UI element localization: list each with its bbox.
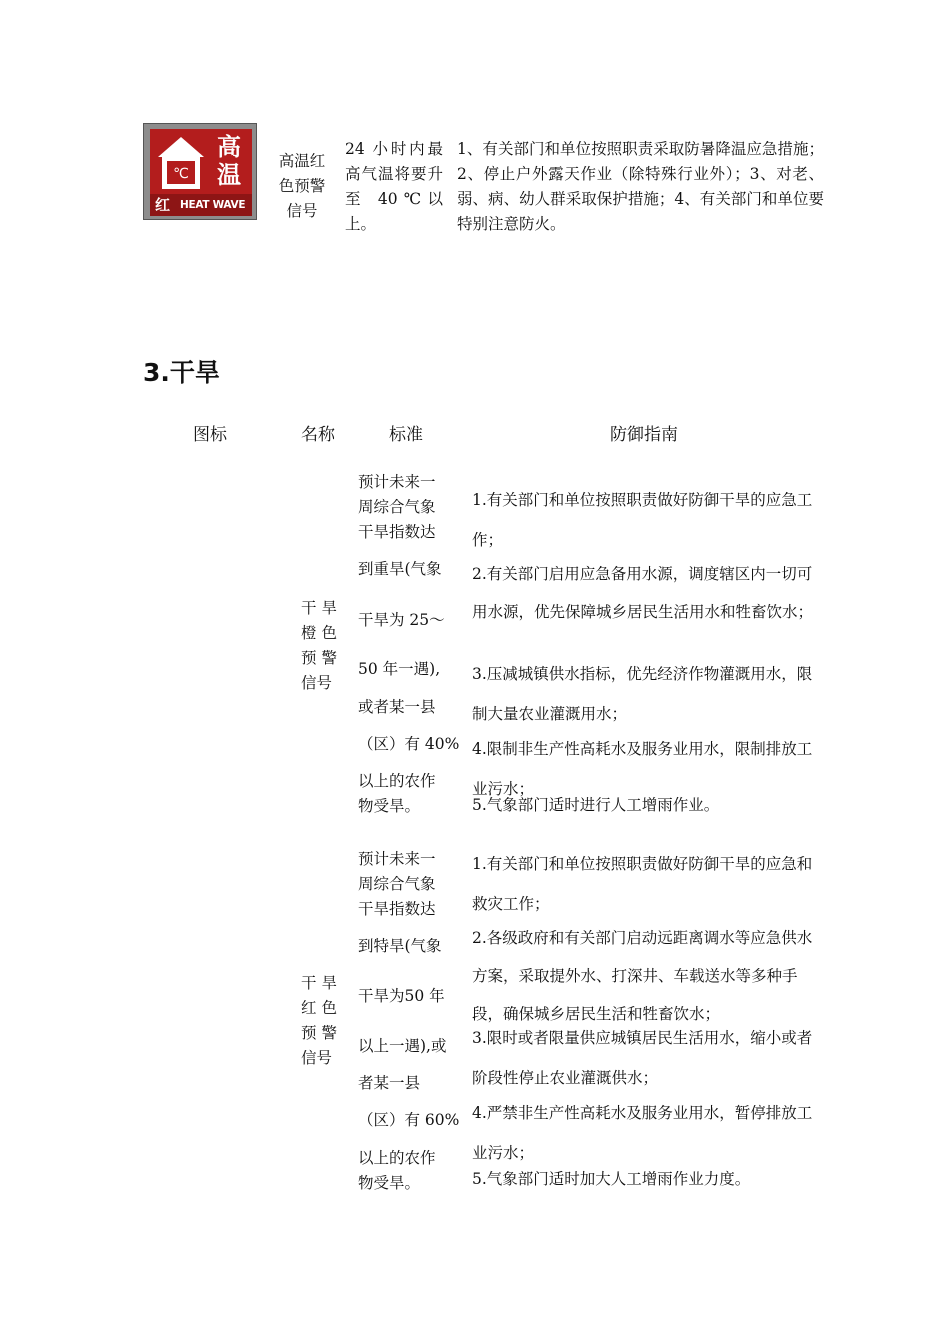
drought-red-guide-item: 1.有关部门和单位按照职责做好防御干旱的应急和救灾工作；: [472, 855, 813, 913]
drought-red-standard-line: 干旱为50 年: [358, 987, 445, 1005]
section-heading: 3.干旱: [143, 358, 220, 387]
drought-orange-standard-line: 干旱为 25～: [358, 611, 445, 629]
header-icon: 图标: [193, 425, 227, 445]
drought-orange-standard-line: 或者某一县: [358, 698, 436, 716]
drought-orange-standard-line: 周综合气象: [358, 498, 436, 516]
header-standard: 标准: [389, 425, 423, 445]
drought-orange-guide-item: 1.有关部门和单位按照职责做好防御干旱的应急工作；: [472, 491, 813, 549]
drought-red-standard-line: （区）有 60%: [358, 1111, 460, 1129]
drought-orange-standard-line: 干旱指数达: [358, 523, 436, 541]
drought-orange-standard-line: （区）有 40%: [358, 735, 460, 753]
drought-red-standard-line: 到特旱(气象: [358, 937, 442, 955]
drought-orange-guide-item: 2.有关部门启用应急备用水源，调度辖区内一切可用水源，优先保障城乡居民生活用水和牲畜饮水；: [472, 565, 814, 621]
icon-bottom-bar: [150, 194, 252, 216]
heat-wave-red-warning-icon: [143, 123, 257, 220]
drought-red-standard-line: 以上的农作: [358, 1149, 436, 1167]
drought-orange-standard-line: 到重旱(气象: [358, 560, 442, 578]
heat-wave-name: 高温红色预警信号: [278, 152, 326, 220]
degree-symbol: ℃: [173, 166, 189, 182]
drought-red-standard-line: 以上一遇),或: [358, 1037, 447, 1055]
drought-red-standard-line: 干旱指数达: [358, 900, 436, 918]
drought-red-guide-item: 4.严禁非生产性高耗水及服务业用水，暂停排放工业污水；: [472, 1104, 813, 1162]
drought-red-standard-line: 预计未来一: [358, 850, 436, 868]
drought-orange-standard-line: 物受旱。: [358, 797, 421, 815]
drought-orange-standard-line: 以上的农作: [358, 772, 436, 790]
drought-orange-standard-line: 50 年一遇),: [358, 660, 441, 678]
drought-red-standard-line: 周综合气象: [358, 875, 436, 893]
drought-orange-name: 干旱橙色预警信号: [301, 599, 337, 692]
drought-orange-guide-item: 5.气象部门适时进行人工增雨作业。: [472, 796, 720, 814]
header-guide: 防御指南: [610, 425, 678, 445]
thermometer-house-icon: [156, 135, 206, 191]
drought-orange-standard-line: 预计未来一: [358, 473, 436, 491]
drought-red-guide-item: 5.气象部门适时加大人工增雨作业力度。: [472, 1170, 751, 1188]
drought-red-guide-item: 2.各级政府和有关部门启动远距离调水等应急供水方案，采取提外水、打深井、车载送水等多种手段，确保城乡居民生活和牲畜饮水；: [472, 929, 813, 1023]
icon-panel: [150, 129, 252, 216]
drought-red-guide-item: 3.限时或者限量供应城镇居民生活用水，缩小或者阶段性停止农业灌溉供水；: [472, 1029, 813, 1087]
heat-wave-standard: 24 小时内最高气温将要升至 40℃以上。: [345, 140, 443, 233]
drought-orange-guide-item: 4.限制非生产性高耗水及服务业用水，限制排放工业污水；: [472, 740, 813, 798]
drought-orange-guide-item: 3.压减城镇供水指标，优先经济作物灌溉用水，限制大量农业灌溉用水；: [472, 665, 813, 723]
icon-title-chars: 高温: [217, 133, 241, 189]
icon-heat-wave-text: HEAT WAVE: [180, 199, 246, 211]
header-name: 名称: [301, 425, 335, 445]
drought-red-standard-line: 物受旱。: [358, 1174, 421, 1192]
heat-wave-guide: 1、有关部门和单位按照职责采取防暑降温应急措施；2、停止户外露天作业（除特殊行业外）；3、对老、弱、病、幼人群采取保护措施；4、有关部门和单位要特别注意防火。: [457, 140, 824, 233]
drought-red-name: 干旱红色预警信号: [301, 974, 337, 1067]
drought-red-standard-line: 者某一县: [358, 1074, 421, 1092]
icon-level-char: 红: [155, 196, 171, 214]
